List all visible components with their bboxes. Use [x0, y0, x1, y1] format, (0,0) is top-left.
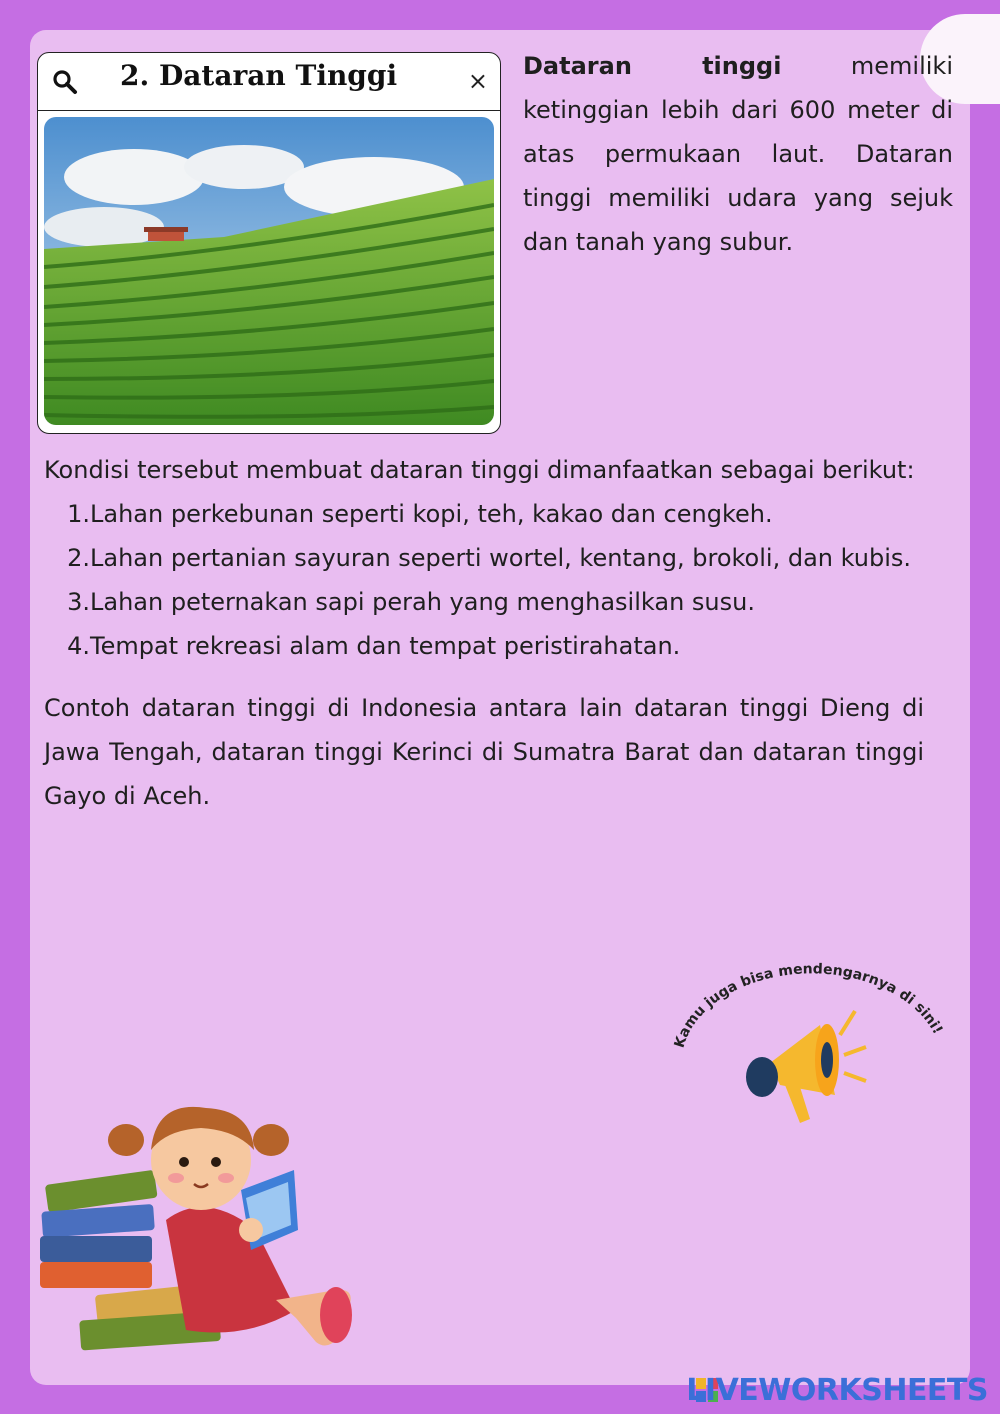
highland-tea-plantation-photo [44, 117, 494, 425]
list-text: Lahan peternakan sapi perah yang menghasilkan susu. [90, 588, 755, 616]
list-number: 1. [67, 500, 90, 528]
examples-paragraph: Contoh dataran tinggi di Indonesia antara lain dataran tinggi Dieng di Jawa Tengah, dataran tinggi Kerinci di Sumatra Barat dan dataran tinggi Gayo di Aceh. [44, 694, 924, 810]
list-number: 3. [67, 588, 90, 616]
intro-paragraph [523, 44, 953, 264]
audio-button[interactable] [660, 955, 960, 1155]
card-header [38, 53, 500, 111]
brand-logo[interactable]: LIVEWORKSHEETS [686, 1373, 988, 1408]
list-text: Lahan perkebunan seperti kopi, teh, kakao dan cengkeh. [90, 500, 773, 528]
audio-prompt-text: Kamu juga bisa mendengarnya di sini! [671, 961, 946, 1050]
list-item [58, 492, 911, 536]
uses-intro: Kondisi tersebut membuat dataran tinggi dimanfaatkan sebagai berikut: [44, 456, 915, 484]
list-item [58, 536, 911, 580]
intro-term: Dataran tinggi [523, 52, 782, 80]
search-icon [52, 69, 78, 95]
list-item [58, 580, 911, 624]
list-number: 4. [67, 632, 90, 660]
uses-list [58, 492, 911, 668]
image-card [37, 52, 501, 434]
list-text: Lahan pertanian sayuran seperti wortel, kentang, brokoli, dan kubis. [90, 544, 912, 572]
list-item [58, 624, 911, 668]
close-icon[interactable]: × [467, 67, 488, 95]
list-number: 2. [67, 544, 90, 572]
card-title: 2. Dataran Tinggi [120, 59, 398, 92]
intro-text: memiliki ketinggian lebih dari 600 meter di atas permukaan laut. Dataran tinggi memiliki udara yang sejuk dan tanah yang subur. [523, 52, 953, 256]
reading-girl-illustration [36, 1090, 376, 1370]
megaphone-icon [746, 1011, 866, 1123]
list-text: Tempat rekreasi alam dan tempat peristirahatan. [90, 632, 681, 660]
